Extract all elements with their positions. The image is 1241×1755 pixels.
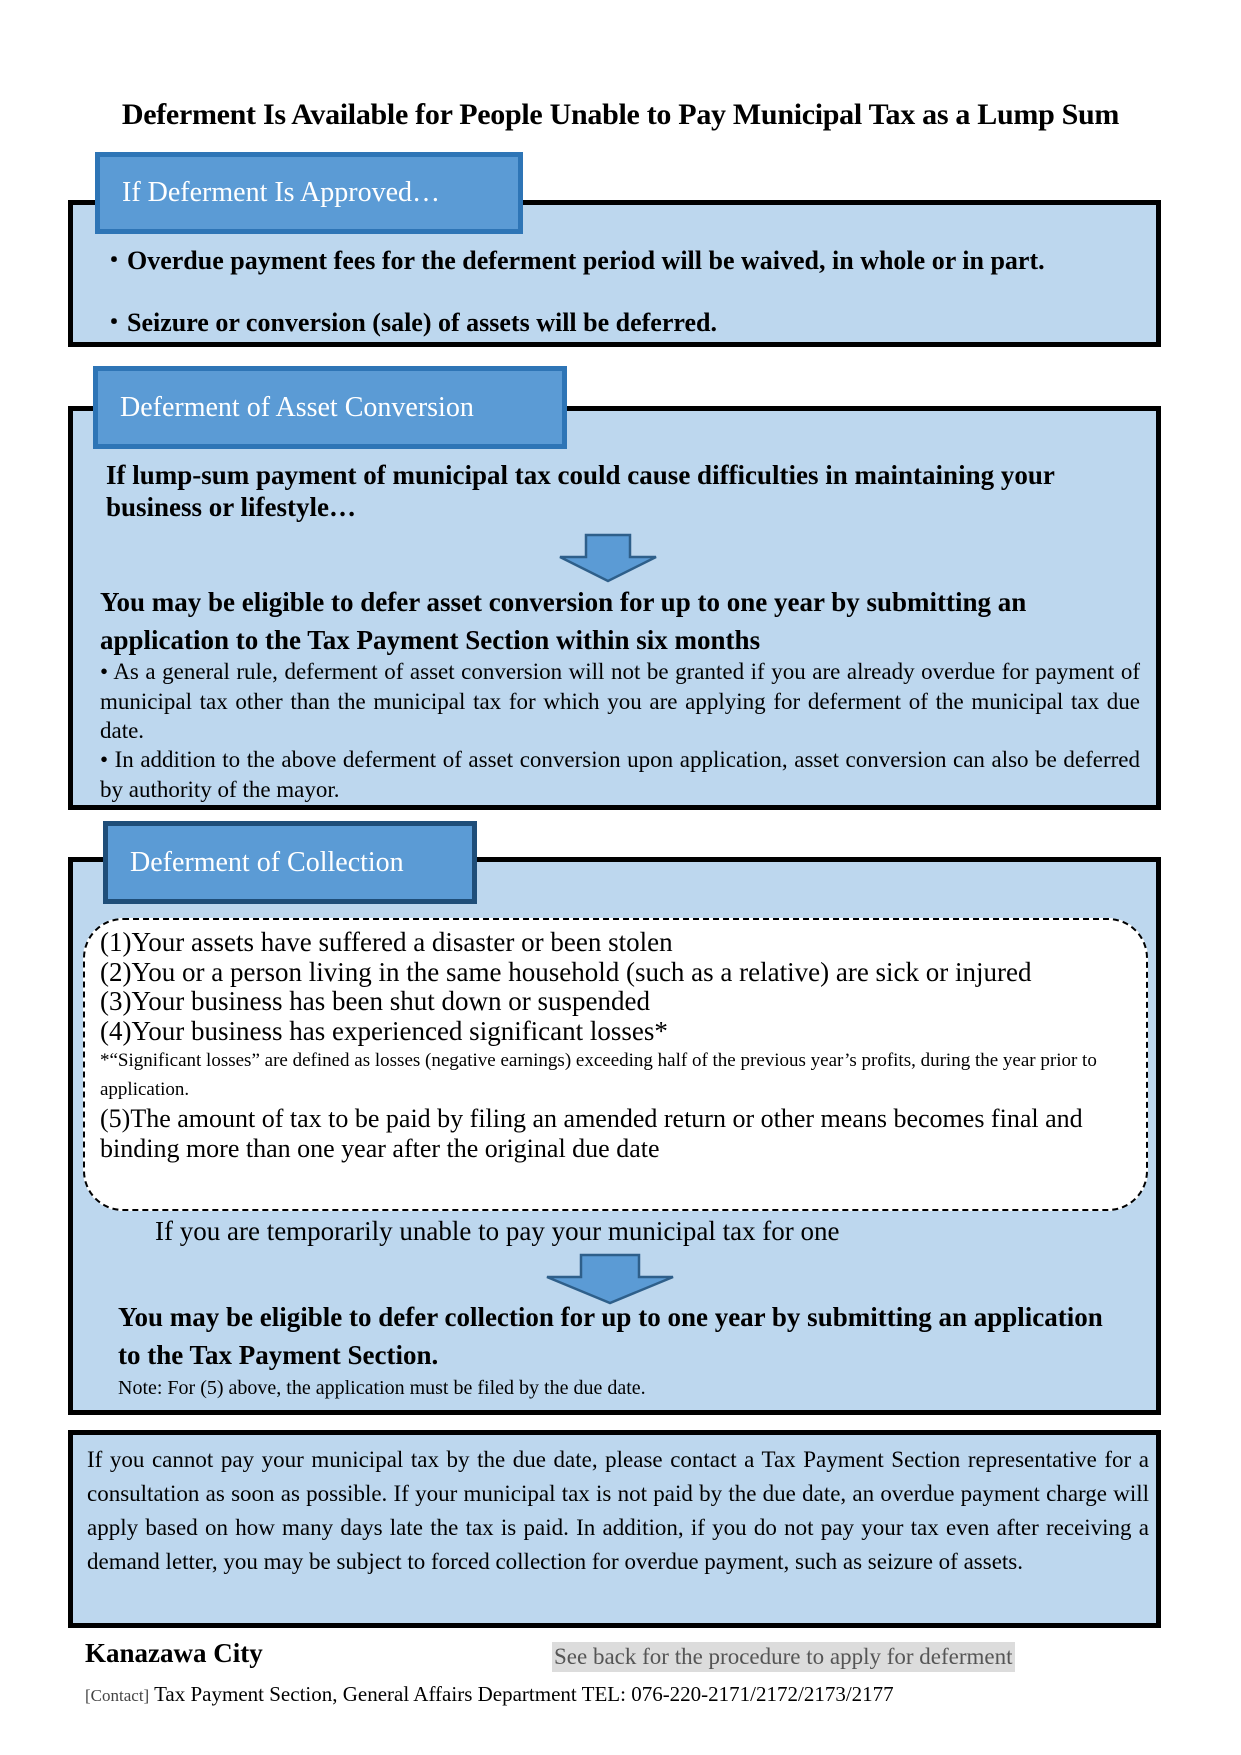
condition-item: (4)Your business has experienced significant losses* bbox=[100, 1015, 668, 1046]
collection-panel bbox=[68, 857, 1161, 1415]
temporary-text: If you are temporarily unable to pay your municipal tax for one bbox=[155, 1216, 840, 1246]
notice-panel bbox=[68, 1430, 1161, 1628]
tab-if-approved: If Deferment Is Approved… bbox=[95, 152, 523, 234]
contact-details: Tax Payment Section, General Affairs Department TEL: 076-220-2171/2172/2173/2177 bbox=[149, 1682, 894, 1706]
asset-intro: If lump-sum payment of municipal tax could cause difficulties in maintaining your business or lifestyle… bbox=[106, 460, 1055, 522]
contact-line bbox=[85, 1680, 894, 1710]
asset-result: You may be eligible to defer asset conversion for up to one year by submitting an application to the Tax Payment Section within six months bbox=[100, 587, 1027, 655]
condition-item: (3)Your business has been shut down or suspended bbox=[100, 986, 650, 1016]
condition-item: (1)Your assets have suffered a disaster or been stolen bbox=[100, 927, 673, 957]
page-title: Deferment Is Available for People Unable to Pay Municipal Tax as a Lump Sum bbox=[121, 98, 1120, 131]
asset-note-1: • As a general rule, deferment of asset conversion will not be granted if you are already overdue for payment of municipal tax other than the municipal tax for which you are applying for deferment of the municipal tax due date. bbox=[100, 659, 1140, 743]
city-name: Kanazawa City bbox=[85, 1638, 263, 1668]
asset-note-2: • In addition to the above deferment of asset conversion upon application, asset conversion can also be deferred by authority of the mayor. bbox=[100, 747, 1140, 802]
collection-note: Note: For (5) above, the application must be filed by the due date. bbox=[118, 1377, 646, 1399]
tab-deferment-collection: Deferment of Collection bbox=[103, 821, 477, 904]
down-arrow-icon bbox=[556, 533, 660, 583]
notice-text: If you cannot pay your municipal tax by the due date, please contact a Tax Payment Section representative for a consultation as soon as possible. If your municipal tax is not paid by the due date, an overdue payment charge will apply based on how many days late the tax is paid. In addition, if you do not pay your tax even after receiving a demand letter, you may be subject to forced collection for overdue payment, such as seizure of assets. bbox=[87, 1447, 1149, 1574]
condition-footnote: *“Significant losses” are defined as losses (negative earnings) exceeding half of the previous year’s profits, during the year prior to application. bbox=[100, 1050, 1097, 1100]
tab-asset-conversion: Deferment of Asset Conversion bbox=[93, 366, 567, 449]
conditions-box bbox=[83, 918, 1148, 1211]
condition-list bbox=[100, 928, 1130, 1163]
approved-bullet-1: ・Overdue payment fees for the deferment period will be waived, in whole or in part. bbox=[101, 246, 1045, 275]
contact-label: [Contact] bbox=[85, 1686, 150, 1705]
approved-bullet-2: ・Seizure or conversion (sale) of assets will be deferred. bbox=[101, 308, 717, 337]
condition-item: (2)You or a person living in the same household (such as a relative) are sick or injured bbox=[100, 956, 1032, 987]
condition-item: (5)The amount of tax to be paid by filing an amended return or other means becomes final and binding more than one year after the original due date bbox=[100, 1104, 1083, 1163]
asset-panel bbox=[68, 406, 1161, 810]
see-back-note: See back for the procedure to apply for deferment bbox=[552, 1642, 1015, 1672]
collection-result: You may be eligible to defer collection for up to one year by submitting an application to the Tax Payment Section. bbox=[118, 1302, 1103, 1370]
